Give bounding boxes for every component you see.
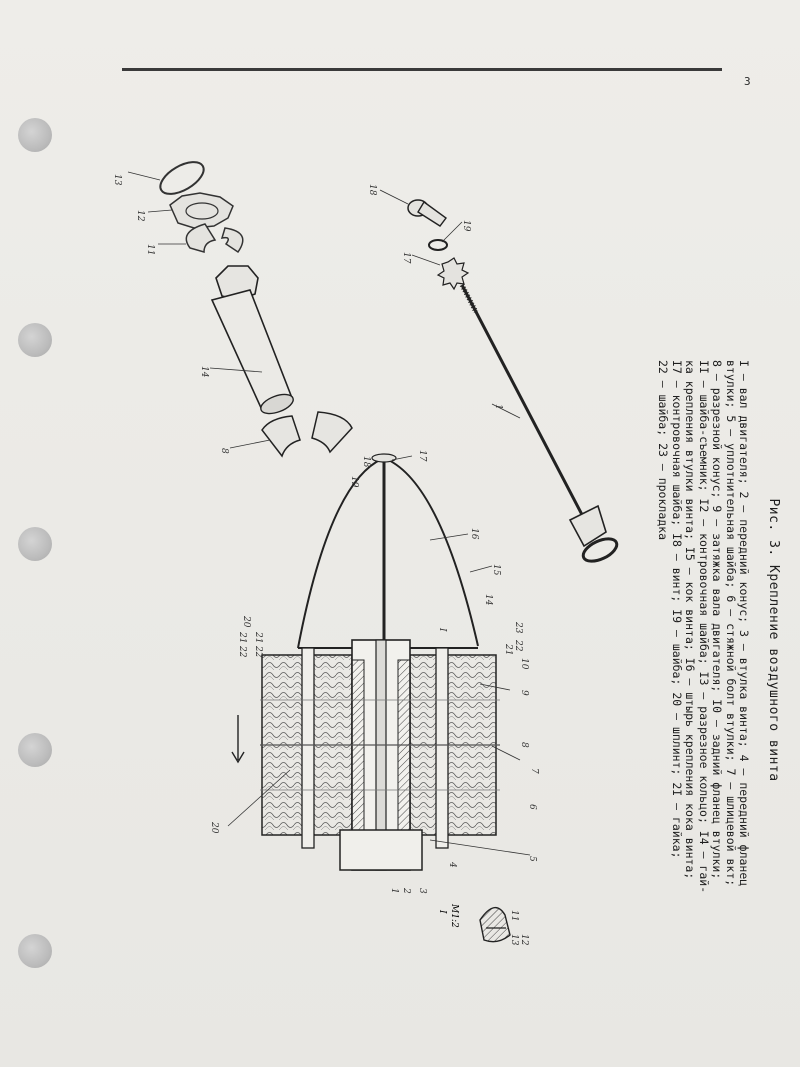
screw-18 [408, 200, 446, 226]
callout-19: 19 [461, 220, 471, 232]
callout-1: 1 [493, 404, 503, 410]
callout-r-22: 22 [513, 640, 523, 652]
spinner-pin-16 [462, 285, 620, 566]
callout-8: 8 [219, 448, 229, 454]
callout-l-20: 20 [241, 616, 251, 628]
callout-17: 17 [401, 252, 411, 264]
callout-l-22b: 22 [253, 646, 263, 658]
figure-title: Рис. 3. Крепление воздушного винта [766, 498, 781, 782]
callout-13: 13 [112, 174, 122, 186]
figure-caption [656, 360, 780, 920]
callout-r-21: 21 [503, 644, 513, 656]
spinner-cone-15 [298, 454, 478, 660]
hub-nut-14 [212, 266, 296, 417]
callout-r-1: 1 [389, 888, 399, 894]
callout-r-4: 4 [447, 862, 457, 868]
inset-detail [480, 908, 510, 942]
split-cone-8 [262, 412, 352, 456]
callout-r-5: 5 [527, 856, 537, 862]
caption-line: II – шайба-съемник; I2 – контровочная шайба; I3 – разрезное кольцо; I4 – гай- [697, 360, 711, 894]
inset-callout-11: 11 [509, 910, 519, 922]
callout-tip-17: 17 [417, 450, 427, 462]
callout-l-22: 22 [237, 646, 247, 658]
caption-line: втулки; 5 – уплотнительная шайба; 6 – стяжной болт втулки; 7 – шлицевой вкт; [724, 360, 738, 887]
callout-l-21: 21 [237, 632, 247, 644]
callout-tip-18: 18 [361, 456, 371, 468]
callout-18: 18 [367, 184, 377, 196]
caption-line: ка крепления втулки винта; I5 – кок винта; I6 – штырь крепления кока винта; [683, 360, 698, 880]
caption-line: 22 – шайба; 23 – прокладка [656, 360, 671, 541]
callout-14: 14 [199, 366, 209, 378]
caption-line: I7 – контровочная шайба; I8 – винт; I9 – шайба; 20 – шплинт; 2I – гайка; [670, 360, 684, 859]
callout-tip-15: 15 [491, 564, 501, 576]
lock-washer-12 [170, 193, 233, 228]
callout-r-9: 9 [519, 690, 529, 696]
callout-l-21b: 21 [253, 632, 263, 644]
callout-r-7: 7 [529, 768, 539, 774]
callout-r-6: 6 [527, 804, 537, 810]
callout-tip-16: 16 [469, 528, 479, 540]
washer-19 [429, 240, 447, 250]
inset-callout-13: 13 [509, 934, 519, 946]
callout-r-2: 2 [401, 888, 411, 894]
inset-scale: M1:2 [449, 904, 459, 928]
washer-puller-11 [186, 224, 242, 252]
callout-r-3: 3 [417, 888, 427, 894]
callout-r-10: 10 [519, 658, 529, 670]
page-number: 3 [744, 75, 751, 88]
callout-r-14: 14 [483, 594, 493, 606]
callout-r-8: 8 [519, 742, 529, 748]
callout-12: 12 [135, 210, 145, 222]
callout-r-I: I [437, 628, 447, 632]
caption-line: 8 – разрезной конус; 9 – затяжка вала двигателя; I0 – задний фланец втулки; [710, 360, 725, 880]
propeller-hub-assembly [232, 640, 500, 870]
callout-11: 11 [145, 244, 155, 256]
inset-callout-12: 12 [519, 934, 529, 946]
callout-r-23: 23 [513, 622, 523, 634]
callout-tip-19: 19 [349, 476, 359, 488]
caption-line: I – вал двигателя; 2 – передний конус; 3 – втулка винта; 4 – передний фланец [737, 360, 752, 887]
callout-l-20b: 20 [209, 822, 219, 834]
inset-title: I [437, 910, 447, 914]
